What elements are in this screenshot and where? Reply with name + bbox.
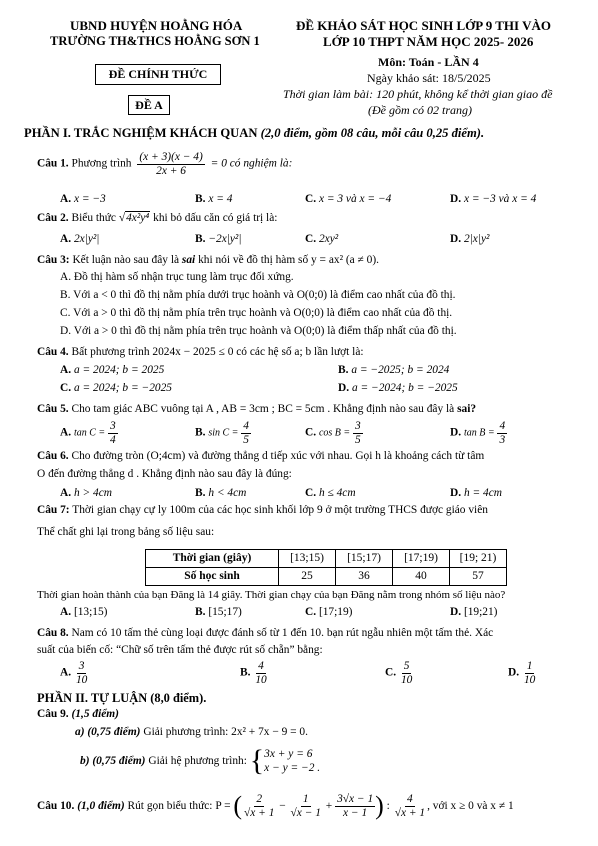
part2-heading: PHẦN II. TỰ LUẬN (8,0 điểm).: [37, 691, 207, 705]
exam-title-line2: LỚP 10 THPT NĂM HỌC 2025- 2026: [323, 34, 534, 49]
q7-option-a[interactable]: A. [13;15): [60, 606, 108, 618]
q1-option-b[interactable]: B. x = 4: [195, 193, 233, 205]
exam-subject: Môn: Toán - LẦN 4: [378, 55, 479, 69]
question-7-stem-3: Thời gian hoàn thành của bạn Đăng là 14 giây. Thời gian chạy của bạn Đăng nằm trong nhóm số liệu nào?: [37, 589, 506, 601]
q7-data-table: [145, 549, 507, 586]
table-cell: 36: [336, 568, 393, 586]
question-6-stem-1: Câu 6. Cho đường tròn (O;4cm) và đường thẳng d tiếp xúc với nhau. Gọi h là khoảng cách từ tâm: [37, 450, 485, 462]
table-cell: [19; 21): [450, 550, 507, 568]
exam-code-label: ĐỀ A: [128, 95, 170, 115]
q4-option-c[interactable]: C. a = 2024; b = −2025: [60, 382, 172, 394]
table-cell: [13;15): [279, 550, 336, 568]
school-name: TRƯỜNG TH&THCS HOẰNG SƠN 1: [50, 34, 260, 48]
official-label: ĐỀ CHÍNH THỨC: [95, 64, 221, 85]
q6-option-b[interactable]: B. h < 4cm: [195, 487, 247, 499]
table-cell: [15;17): [336, 550, 393, 568]
table-cell: [17;19): [393, 550, 450, 568]
exam-title-line1: ĐỀ KHẢO SÁT HỌC SINH LỚP 9 THI VÀO: [296, 18, 552, 33]
q3-option-a[interactable]: A. Đồ thị hàm số nhận trục tung làm trục đối xứng.: [60, 271, 294, 283]
q3-option-b[interactable]: B. Với a < 0 thì đồ thị nằm phía dưới trục hoành và O(0;0) là điểm cao nhất của đồ thị.: [60, 289, 456, 301]
question-9-stem: Câu 9. (1,5 điểm): [37, 708, 119, 720]
q8-option-c[interactable]: C. $\frac{5}{10}$: [385, 660, 413, 686]
question-3-stem: Câu 3: Kết luận nào sau đây là sai khi nói về đồ thị hàm số y = ax² (a ≠ 0).: [37, 254, 379, 266]
q4-option-b[interactable]: B. a = −2025; b = 2024: [338, 364, 450, 376]
question-5-stem: Câu 5. Cho tam giác ABC vuông tại A , AB = 3cm ; BC = 5cm . Khẳng định nào sau đây là sai?: [37, 403, 477, 415]
table-cell: 25: [279, 568, 336, 586]
exam-date: Ngày khảo sát: 18/5/2025: [367, 71, 491, 85]
q5-option-d[interactable]: D. tan B = $\frac{4}{3}$: [450, 420, 506, 446]
q3-option-d[interactable]: D. Với a > 0 thì đồ thị nằm phía trên trục hoành và O(0;0) là điểm thấp nhất của đồ thị.: [60, 325, 457, 337]
table-cell: Thời gian (giây): [146, 550, 279, 568]
q1-option-d[interactable]: D. x = −3 và x = 4: [450, 193, 537, 205]
q1-option-a[interactable]: A. x = −3: [60, 193, 106, 205]
table-cell: Số học sinh: [146, 568, 279, 586]
question-10-stem: Câu 10. (1,0 điểm) Rút gọn biểu thức: P = ( $\frac{2}{√x + 1}$ − $\frac{1}{√x - 1}$ + $\frac{3√x - 1}{x - 1}$ ) : $\frac{4}{√x + 1}$ , với x ≥ 0 và x ≠ 1: [37, 791, 514, 820]
q8-option-a[interactable]: A. $\frac{3}{10}$: [60, 660, 88, 686]
question-7-stem-1: Câu 7: Thời gian chạy cự ly 100m của các học sinh khối lớp 9 ở một trường THCS được giáo viên: [37, 504, 488, 516]
q6-option-c[interactable]: C. h ≤ 4cm: [305, 487, 356, 499]
part1-heading: PHẦN I. TRẮC NGHIỆM KHÁCH QUAN (2,0 điểm, gồm 08 câu, mỗi câu 0,25 điểm).: [24, 126, 485, 140]
table-row: [146, 568, 507, 586]
q8-option-d[interactable]: D. $\frac{1}{10}$: [508, 660, 536, 686]
q2-option-a[interactable]: A. 2x|y²|: [60, 233, 100, 245]
question-7-stem-2: Thể chất ghi lại trong bảng số liệu sau:: [37, 526, 215, 538]
q4-option-a[interactable]: A. a = 2024; b = 2025: [60, 364, 165, 376]
exam-duration: Thời gian làm bài: 120 phút, không kể thời gian giao đề: [283, 87, 553, 101]
q7-option-d[interactable]: D. [19;21): [450, 606, 498, 618]
q6-option-a[interactable]: A. h > 4cm: [60, 487, 112, 499]
q9-part-a: a) (0,75 điểm) Giải phương trình: 2x² + 7x − 9 = 0.: [75, 726, 308, 738]
equation-system: 3x + y = 6 x − y = −2 .: [264, 748, 321, 775]
question-8-stem-1: Câu 8. Nam có 10 tấm thẻ cùng loại được đánh số từ 1 đến 10. bạn rút ngẫu nhiên một tấm thẻ. Xác: [37, 627, 494, 639]
system-brace: {: [249, 744, 265, 778]
q2-option-c[interactable]: C. 2xy²: [305, 233, 339, 245]
q5-option-a[interactable]: A. tan C = $\frac{3}{4}$: [60, 420, 116, 446]
question-1-stem: Câu 1. Phương trình $\frac{(x + 3)(x - 4)}{2x + 6}$ = 0 có nghiệm là:: [37, 151, 293, 177]
q2-option-b[interactable]: B. −2x|y²|: [195, 233, 242, 245]
q2-option-d[interactable]: D. 2|x|y²: [450, 233, 490, 245]
table-header-row: [146, 550, 507, 568]
q7-option-c[interactable]: C. [17;19): [305, 606, 353, 618]
question-4-stem: Câu 4. Bất phương trình 2024x − 2025 ≤ 0 có các hệ số a; b lần lượt là:: [37, 346, 364, 358]
table-cell: 57: [450, 568, 507, 586]
question-2-stem: Câu 2. Biểu thức √4x²y⁴ khi bỏ dấu căn có giá trị là:: [37, 212, 278, 224]
q9-part-b: b) (0,75 điểm) Giải hệ phương trình: { 3x + y = 6 x − y = −2 .: [80, 744, 321, 778]
q6-option-d[interactable]: D. h = 4cm: [450, 487, 502, 499]
q1-fraction: $\frac{(x + 3)(x - 4)}{2x + 6}$: [139, 151, 203, 177]
q8-option-b[interactable]: B. $\frac{4}{10}$: [240, 660, 267, 686]
exam-pages: (Đề gồm có 02 trang): [368, 103, 472, 117]
question-8-stem-2: suất của biến cố: “Chữ số trên tấm thẻ được rút số chẵn” bằng:: [37, 644, 323, 656]
q3-option-c[interactable]: C. Với a > 0 thì đồ thị nằm phía trên trục hoành và O(0;0) là điểm cao nhất của đồ thị.: [60, 307, 453, 319]
question-6-stem-2: O đến đường thẳng d . Khẳng định nào sau đây là đúng:: [37, 468, 292, 480]
district-name: UBND HUYỆN HOẰNG HÓA: [70, 18, 243, 33]
q4-option-d[interactable]: D. a = −2024; b = −2025: [338, 382, 458, 394]
q1-option-c[interactable]: C. x = 3 và x = −4: [305, 193, 392, 205]
table-cell: 40: [393, 568, 450, 586]
q7-option-b[interactable]: B. [15;17): [195, 606, 242, 618]
q5-option-c[interactable]: C. cos B = $\frac{3}{5}$: [305, 420, 361, 446]
q5-option-b[interactable]: B. sin C = $\frac{4}{5}$: [195, 420, 249, 446]
